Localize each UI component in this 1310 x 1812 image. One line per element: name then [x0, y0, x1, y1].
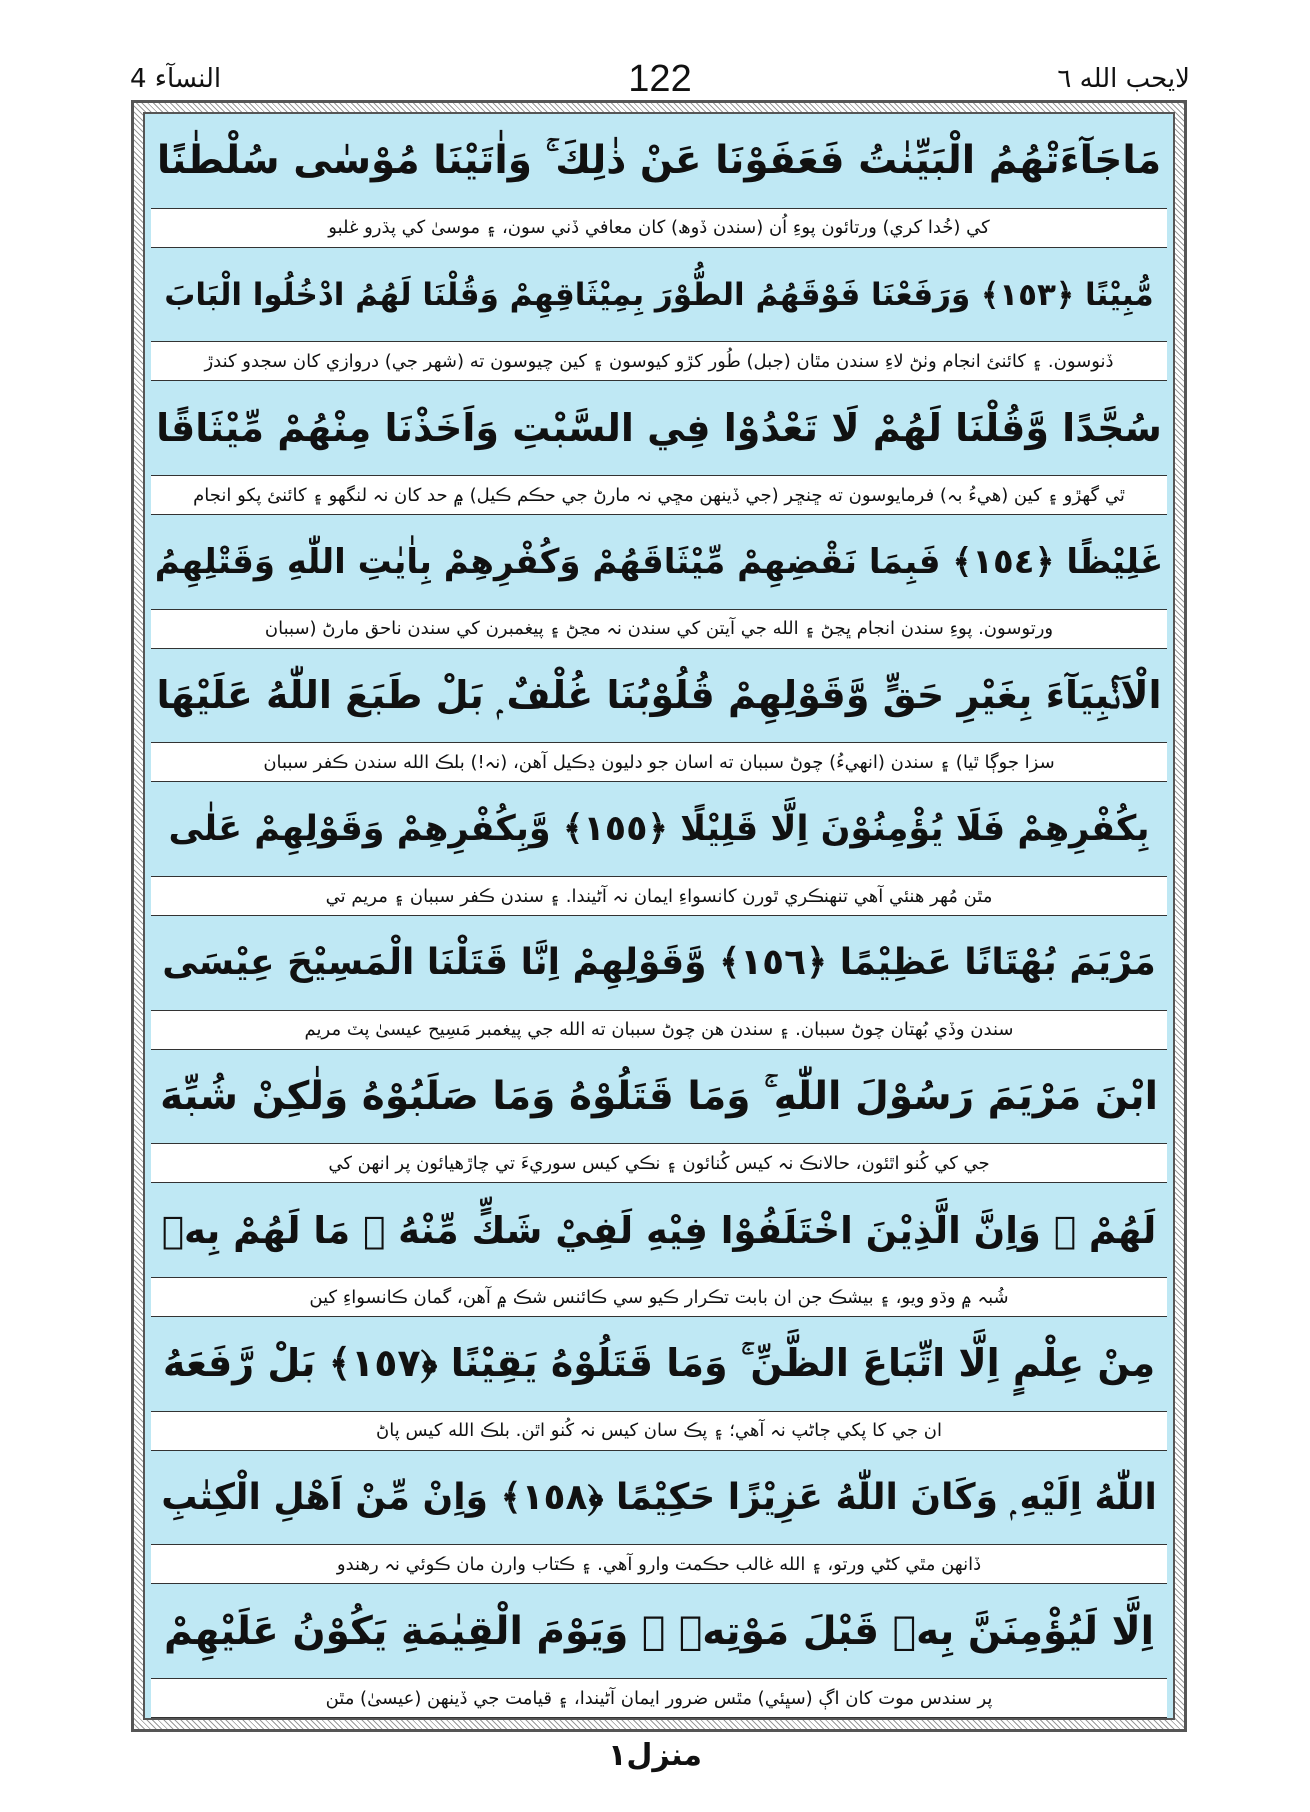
- arabic-line: اِلَّا لَيُؤْمِنَنَّ بِهٖ قَبْلَ مَوْتِهٖ ۚ وَيَوْمَ الْقِيٰمَةِ يَكُوْنُ عَلَيْهِمْ: [163, 1608, 1155, 1654]
- verse-line: [145, 916, 1173, 1050]
- manzil-label: منزل١: [608, 1738, 702, 1773]
- arabic-line: ابْنَ مَرْيَمَ رَسُوْلَ اللّٰهِ ۚ وَمَا قَتَلُوْهُ وَمَا صَلَبُوْهُ وَلٰكِنْ شُبِّهَ: [160, 1074, 1158, 1120]
- translation-line: ڏانھن مٿي کڻي ورتو، ۽ الله غالب حڪمت وارو آھي. ۽ ڪتاب وارن مان ڪوئي نہ رھندو: [151, 1544, 1167, 1584]
- arabic-line: مُّبِيْنًا ﴿١٥٣﴾ وَرَفَعْنَا فَوْقَهُمُ الطُّوْرَ بِمِيْثَاقِهِمْ وَقُلْنَا لَهُمُ ادْخُلُوا الْبَابَ: [164, 276, 1154, 313]
- arabic-line: اللّٰهُ اِلَيْهِ ۭ وَكَانَ اللّٰهُ عَزِيْزًا حَكِيْمًا ﴿١٥٨﴾ وَاِنْ مِّنْ اَهْلِ الْكِتٰبِ: [161, 1476, 1157, 1518]
- translation-line: ورتوسون. پوءِ سندن انجام ڀڃڻ ۽ الله جي آيتن کي سندن نہ مڃڻ ۽ پيغمبرن کي سندن ناحق مارڻ (سببان: [151, 609, 1167, 649]
- arabic-line: سُجَّدًا وَّقُلْنَا لَهُمْ لَا تَعْدُوْا فِي السَّبْتِ وَاَخَذْنَا مِنْهُمْ مِّيْثَاقًا: [156, 406, 1162, 451]
- arabic-line: الْاَنْۢبِيَآءَ بِغَيْرِ حَقٍّ وَّقَوْلِهِمْ قُلُوْبُنَا غُلْفٌ ۭ بَلْ طَبَعَ اللّٰهُ عَلَيْهَا: [156, 673, 1162, 718]
- translation-line: پر سندس موت کان اڳ (سڀئي) مٿس ضرور ايمان آڻيندا، ۽ قيامت جي ڏينھن (عيسىٰ) مٿن: [151, 1678, 1167, 1718]
- text-panel: [143, 112, 1175, 1720]
- translation-line: سندن وڏي بُھتان چوڻ سببان. ۽ سندن ھن چوڻ سببان ته الله جي پيغمبر مَسِيح عيسىٰ پٽ مريم: [151, 1010, 1167, 1050]
- verse-line: [145, 1584, 1173, 1718]
- translation-line: ڏنوسون. ۽ کائنئ انجام وٺڻ لاءِ سندن مٿان (جبل) طُور کڙو کيوسون ۽ کين چيوسون ته (شھر جي) دروازي کان سجدو کندڙ: [151, 341, 1167, 381]
- translation-line: ان جي کا پکي ڄاڻپ نہ آھي؛ ۽ پڪ سان کيس نہ کُنو اٿن. بلڪ الله کيس پاڻ: [151, 1411, 1167, 1451]
- verse-list: [145, 114, 1173, 1718]
- translation-line: کي (خُدا کري) ورتائون پوءِ اُن (سندن ڏوھ) کان معافي ڏني سون، ۽ موسىٰ کي پڌرو غلبو: [151, 208, 1167, 248]
- arabic-line: مِنْ عِلْمٍ اِلَّا اتِّبَاعَ الظَّنِّ ۚ وَمَا قَتَلُوْهُ يَقِيْنًا ﴿١٥٧﴾ بَلْ رَّفَعَهُ: [162, 1341, 1156, 1386]
- arabic-line: غَلِيْظًا ﴿١٥٤﴾ فَبِمَا نَقْضِهِمْ مِّيْثَاقَهُمْ وَكُفْرِهِمْ بِاٰيٰتِ اللّٰهِ وَقَتْلِهِمُ: [154, 542, 1164, 583]
- verse-line: [145, 1183, 1173, 1317]
- verse-line: [145, 1317, 1173, 1451]
- juz-label: لايحب الله ٦: [1057, 64, 1190, 94]
- translation-line: ٿي گھڙو ۽ کين (ھيءُ بہ) فرمايوسون ته ڇنڇر (جي ڏينھن مڇي نہ مارڻ جي حڪم ڪيل) ۾ حد کان نہ لنگھو ۽ کائنئ پکو انجام: [151, 475, 1167, 515]
- arabic-line: بِكُفْرِهِمْ فَلَا يُؤْمِنُوْنَ اِلَّا قَلِيْلًا ﴿١٥٥﴾ وَّبِكُفْرِهِمْ وَقَوْلِهِمْ عَلٰى: [168, 809, 1150, 850]
- translation-line: سزا جوڳا ٿيا) ۽ سندن (انھيءُ) چوڻ سببان ته اسان جو دليون ڍڪيل آھن، (نہ!) بلڪ الله سندن ڪفر سببان: [151, 742, 1167, 782]
- translation-line: مٿن مُھر ھنئي آھي تنھنڪري ٿورن کانسواءِ ايمان نہ آڻيندا. ۽ سندن ڪفر سببان ۽ مريم تي: [151, 876, 1167, 916]
- verse-line: [145, 248, 1173, 382]
- arabic-line: مَاجَآءَتْهُمُ الْبَيِّنٰتُ فَعَفَوْنَا عَنْ ذٰلِكَ ۚ وَاٰتَيْنَا مُوْسٰى سُلْطٰنًا: [156, 138, 1162, 184]
- verse-line: [145, 515, 1173, 649]
- verse-line: [145, 381, 1173, 515]
- surah-label: النسآء 4: [130, 64, 222, 94]
- arabic-line: مَرْيَمَ بُهْتَانًا عَظِيْمًا ﴿١٥٦﴾ وَّقَوْلِهِمْ اِنَّا قَتَلْنَا الْمَسِيْحَ عِيْسَى: [162, 942, 1156, 984]
- verse-line: [145, 782, 1173, 916]
- verse-line: [145, 649, 1173, 783]
- translation-line: شُبہ ۾ وڌو ويو، ۽ بيشڪ جن ان بابت تڪرار ڪيو سي ڪائنس شڪ ۾ آھن، گمان ڪانسواءِ کين: [151, 1277, 1167, 1317]
- arabic-line: لَهُمْ ۭ وَاِنَّ الَّذِيْنَ اخْتَلَفُوْا فِيْهِ لَفِيْ شَكٍّ مِّنْهُ ۭ مَا لَهُمْ بِهٖ: [161, 1208, 1157, 1252]
- decorative-border: [131, 100, 1187, 1732]
- verse-line: [145, 1050, 1173, 1184]
- verse-line: [145, 1451, 1173, 1585]
- translation-line: جي کي کُنو اٿئون، حالانڪ نہ کيس کُنائون ۽ نڪي کيس سوريءَ تي چاڙھيائون پر انھن کي: [151, 1143, 1167, 1183]
- verse-line: [145, 114, 1173, 248]
- page-number: 122: [628, 58, 692, 100]
